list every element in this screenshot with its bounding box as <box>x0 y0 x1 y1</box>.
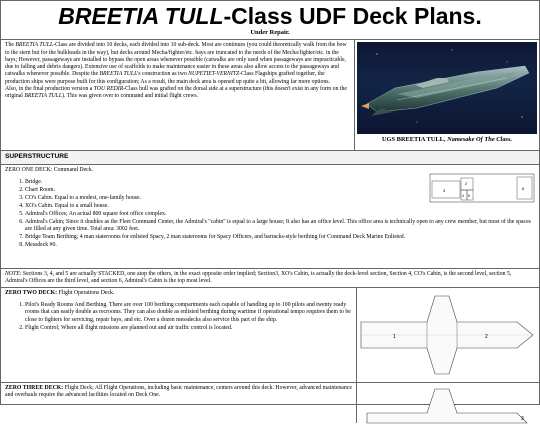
list-item: 1. Bridge. <box>25 179 535 186</box>
deck-zero-one <box>1 165 539 269</box>
command-deck-plan <box>429 173 535 203</box>
zero-one-heading: ZERO ONE DECK: Command Deck. <box>5 166 94 173</box>
deck-zero-two <box>1 288 539 383</box>
diagram-label: 6 <box>522 186 525 191</box>
zero-two-heading: ZERO TWO DECK: Flight Operations Deck. <box>5 289 115 296</box>
list-item: 1. Pilot's Ready Rooms And Berthing. There are over 100 berthing compartments each capable of handling up to 100 pilots and twenty ready rooms that can easily double as recrooms. They can also double as enlisted berthing during wartime if operational tempo requires them to be close to fighters for servicing, repair bays, and etc. Over a dozen messdecks also service this part of the ship. <box>25 302 352 324</box>
zero-two-diagram-box <box>356 288 539 382</box>
title-block <box>1 1 539 40</box>
diagram-label: 1 <box>393 333 396 340</box>
list-item: 4. XO's Cabin. Equal to a small house. <box>25 203 535 210</box>
intro-paragraph-2: Also, in the final production version a TOU REDIR-Class hull was grafted on the dorsal side at a superstructure (this doesn't exist in any form on the original BREETIA TULL). This was given over to command and initial flight crews. <box>5 86 347 100</box>
intro-text <box>1 40 354 150</box>
list-item: 6. Admiral's Cabin; Since it doubles as the Fleet Command Center, the Admiral's "cabin" is equal to a large house; It also has an office level. This office area is technically open to any crew member, but most of the spaces are filled at any given time. Total area: 3002 feet. <box>25 219 535 233</box>
diagram-label: 5 <box>468 194 470 198</box>
zero-two-list <box>25 302 352 332</box>
diagram-label: 2 <box>465 181 468 186</box>
deck-zero-three <box>1 383 539 423</box>
list-item: 8. Messdeck #0. <box>25 242 535 249</box>
zero-three-diagram-box <box>356 383 539 423</box>
ship-figure <box>354 40 539 150</box>
diagram-label: 2 <box>485 333 488 340</box>
zero-two-text <box>1 288 356 382</box>
ship-illustration <box>357 42 537 134</box>
ship-photo <box>357 42 537 134</box>
list-item: 7. Bridge Team Berthing; 4 man staterooms for enlisted Spacy, 2 man staterooms for Spacy Officers, and barracks-style berthing for Command Deck Marine Enlisted. <box>25 234 535 241</box>
diagram-label: 3 <box>443 188 446 193</box>
list-item: 3. CO's Cabin. Equal to a modest, one-family house. <box>25 195 535 202</box>
list-item: 2. Chart Room. <box>25 187 535 194</box>
flight-deck-plan <box>357 383 537 423</box>
zero-three-heading: ZERO THREE DECK: Flight Deck; All Flight Operations, including basic maintenance, centers around this deck. However, advanced maintenance and overhauls require the advanced facilities located on Deck One. <box>5 384 352 399</box>
intro-section <box>1 40 539 151</box>
diagram-label: 4 <box>462 194 464 198</box>
stacking-note: NOTE: Sections 3, 4, and 5 are actually STACKED, one atop the others, in the exact opposite order implied; Section3, XO's Cabin, is actually the deck-level section, Section 4, CO's Cabin, is the second level, section 5, Admiral's Offices are the third level, and section 6, Admiral's Cabin is the top most level. <box>1 269 539 288</box>
intro-paragraph-1: The BREETIA TULL-Class are divided into 10 decks, each divided into 10 sub-deck. Most are continues (you could theoretically walk from the bow to the stern but for the bulkheads in the way), but decks around Mecha/fighter/etc. bays are truncated to the needs of the Mecha/fighter/etc. in the bays; However, passageways are installed to bypass the open areas whenever possible (catwalks are only used when passageways are impracticable, due to falling and debris dangers). Extensive use of scaffolds to make maintenance easier in these areas also allow access to the passageways and catwalks whenever possible. Despite the BREETIA TULL's construction as two NUPETIET-VERNITZ-Class Flagships grafted together, the production ships were purpose built for this configuration; As a result, the main deck area is opened up quite a bit, allowing far more options. <box>5 42 347 85</box>
zero-one-deck-diagram <box>429 173 535 203</box>
diagram-label: 3 <box>521 415 524 422</box>
section-header-superstructure: SUPERSTRUCTURE <box>1 151 539 164</box>
flight-ops-deck-plan <box>357 288 537 382</box>
page-subtitle: Under Repair. <box>250 29 290 37</box>
ship-caption: UGS BREETIA TULL, Namesake Of The Class. <box>381 136 513 144</box>
list-item: 2. Flight Control; Where all flight missions are planned out and air traffic control is located. <box>25 325 352 332</box>
list-item: 5. Admiral's Offices; An actual 800 square foot office complex. <box>25 211 535 218</box>
page-title: BREETIA TULL-Class UDF Deck Plans. <box>58 3 482 29</box>
zero-three-text <box>1 383 356 423</box>
